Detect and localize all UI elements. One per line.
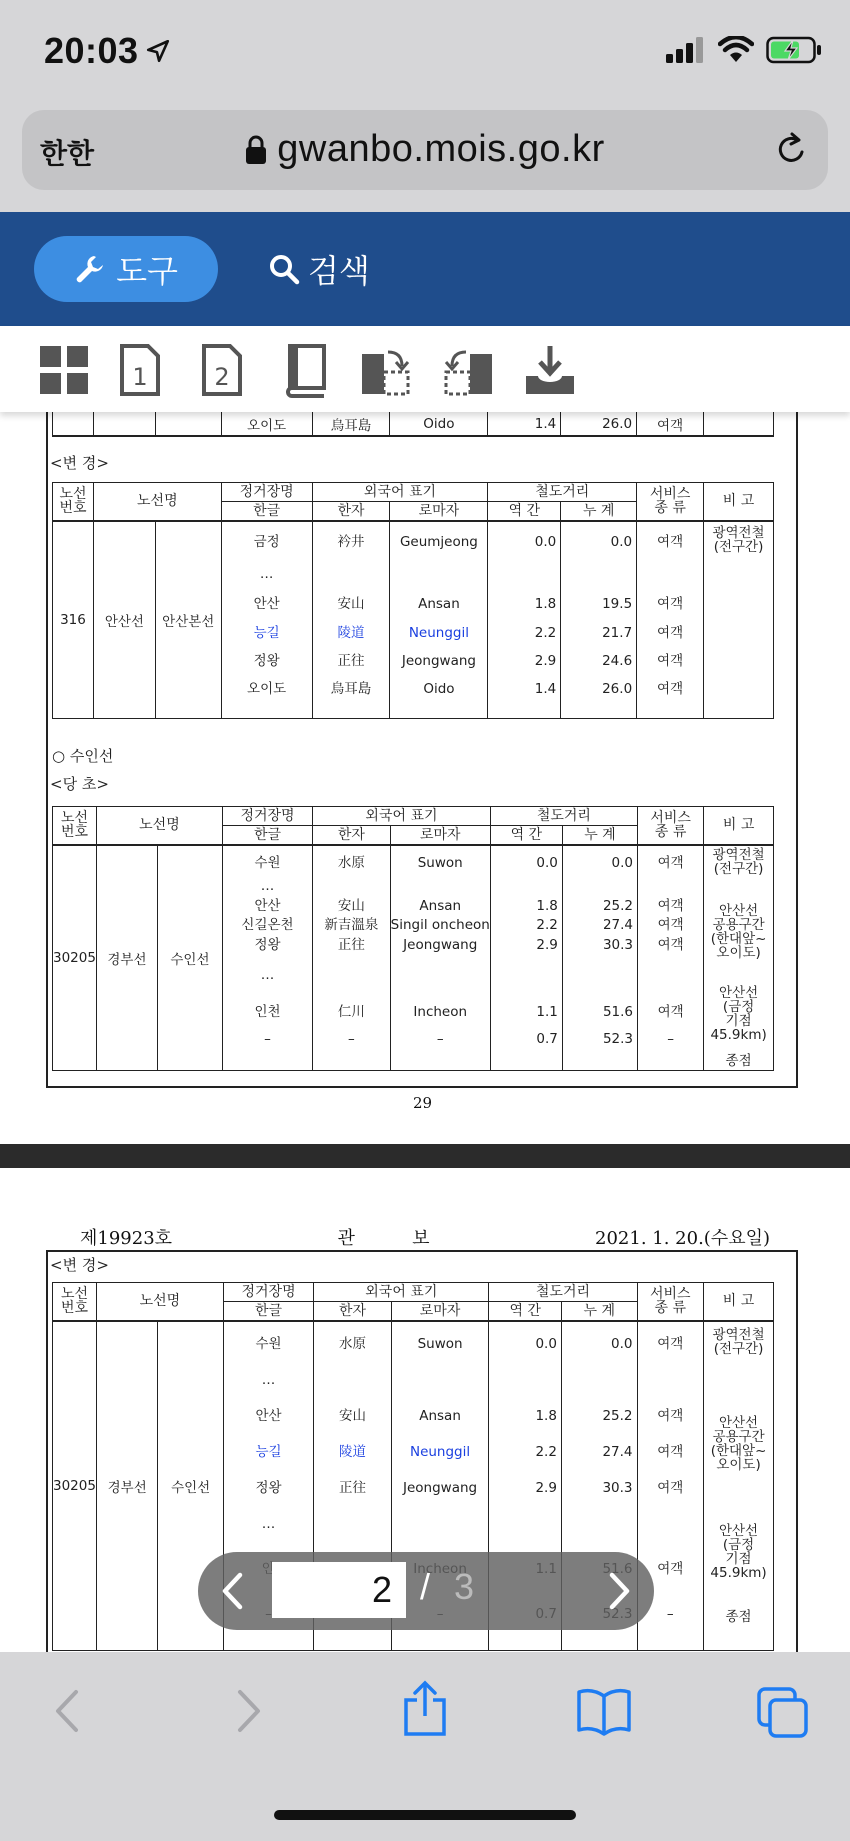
station-cell-interval: 1.1 — [536, 1003, 558, 1020]
line-subname: 수인선 — [157, 845, 222, 1071]
gazette-header — [80, 1224, 770, 1250]
station-cell-hanja — [313, 956, 390, 994]
station-cell-interval: 2.2 — [535, 1443, 557, 1460]
header-interval: 역 간 — [489, 1302, 562, 1321]
station-cell-hanja: 正往 — [337, 936, 365, 953]
station-cell-roman: Geumjeong — [399, 533, 478, 550]
search-icon — [268, 253, 300, 285]
station-cell-cumulative: 25.2 — [602, 1407, 633, 1424]
station-cell-cumulative: 19.5 — [602, 595, 633, 612]
cellular-signal-icon — [666, 37, 706, 63]
station-cell-roman: Incheon — [413, 1003, 468, 1020]
station-cell-name: 정왕 — [254, 936, 281, 953]
two-page-icon[interactable] — [194, 342, 250, 398]
page-navigator — [198, 1552, 654, 1630]
station-cell-roman — [391, 876, 490, 896]
header-cumulative: 누 계 — [561, 1302, 637, 1321]
line-name: 경부선 — [96, 1321, 157, 1651]
station-cell-name: 정왕 — [255, 1479, 282, 1496]
station-cell-interval: 1.8 — [534, 595, 557, 612]
page-tools-bar — [0, 326, 850, 412]
station-cell-roman: Suwon — [417, 1335, 463, 1352]
original-label: <당 초> — [50, 775, 109, 793]
remark-3: 안산선 (금정 기점 45.9km) — [710, 984, 767, 1043]
station-cell-service: 여객 — [657, 595, 684, 612]
reload-icon[interactable] — [772, 130, 810, 170]
address-bar[interactable] — [22, 110, 828, 190]
lock-icon — [245, 135, 267, 165]
header-cumulative: 누 계 — [561, 502, 637, 521]
col-interval — [490, 845, 562, 1071]
station-cell-name: … — [261, 1515, 276, 1532]
station-cell-cumulative: 0.0 — [610, 533, 633, 550]
remark-1: 광역전철 (전구간) — [712, 846, 765, 877]
col-roman — [390, 521, 488, 719]
section-title-suin: ○ 수인선 — [52, 747, 114, 765]
station-cell-service: – — [666, 1605, 674, 1622]
station-cell-name: 수원 — [254, 854, 281, 871]
total-pages: 3 — [454, 1566, 475, 1607]
thumbnail-grid-icon[interactable] — [36, 342, 92, 398]
station-cell-roman: Ansan — [419, 897, 462, 914]
header-interval: 역 간 — [488, 502, 561, 521]
station-cell-hanja: 正往 — [338, 1479, 366, 1496]
station-cell-hanja: – — [348, 1030, 355, 1047]
station-roman: Oido — [390, 412, 488, 436]
header-foreign: 외국어 표기 — [312, 483, 488, 502]
line-subname: 안산본선 — [155, 521, 221, 719]
station-cell-cumulative — [562, 1506, 633, 1542]
station-cell-service: 여객 — [657, 1479, 684, 1496]
station-cell-interval: 0.0 — [534, 533, 557, 550]
station-cell-interval: 2.9 — [535, 1479, 557, 1496]
col-interval — [488, 521, 561, 719]
search-button[interactable] — [268, 236, 370, 302]
station-cell-name: … — [259, 565, 274, 582]
station-cell-hanja — [314, 1506, 390, 1542]
issue-number: 제19923호 — [80, 1228, 173, 1249]
header-line-no: 노선 번호 — [53, 483, 94, 521]
page-number: 29 — [413, 1094, 433, 1112]
remark-4: 종점 — [725, 1608, 752, 1625]
col-service — [638, 845, 704, 1071]
wrench-icon — [74, 253, 106, 285]
single-page-icon[interactable] — [112, 342, 168, 398]
tabs-icon[interactable] — [756, 1686, 810, 1738]
issue-date: 2021. 1. 20.(수요일) — [595, 1228, 770, 1249]
station-cell-interval — [489, 1506, 557, 1542]
station-cell-interval: 0.0 — [535, 1335, 557, 1352]
header-hanja: 한자 — [314, 1302, 391, 1321]
header-hangul: 한글 — [223, 1302, 313, 1321]
station-cell-name: 안산 — [254, 897, 281, 914]
station-cell-service: 여객 — [657, 916, 684, 933]
header-service: 서비스 종 류 — [637, 483, 704, 521]
station-cell-roman: Jeongwang — [403, 936, 478, 953]
station-cell-roman: Suwon — [417, 854, 463, 871]
station-cell-cumulative: 0.0 — [611, 854, 634, 871]
station-cell-hanja: 安山 — [338, 1407, 366, 1424]
station-cell-service: 여객 — [657, 897, 684, 914]
station-cell-interval: 2.9 — [534, 652, 557, 669]
wifi-icon — [718, 36, 754, 64]
station-cell-name: 인천 — [254, 1003, 281, 1020]
station-cell-hanja — [314, 1362, 390, 1398]
gazette-title: 관 보 — [337, 1228, 430, 1249]
station-cell-interval: 1.4 — [534, 680, 557, 697]
header-station-name: 정거장명 — [223, 1283, 313, 1302]
station-cell-interval — [491, 876, 558, 896]
remark-4: 종점 — [725, 1052, 752, 1069]
station-cell-name: … — [260, 877, 275, 894]
remark-column — [704, 845, 774, 1071]
book-icon[interactable] — [276, 342, 332, 398]
station-cell-cumulative — [561, 559, 632, 589]
location-arrow-icon — [145, 38, 171, 64]
station-cell-service: 여객 — [657, 936, 684, 953]
header-line-no: 노선 번호 — [53, 807, 97, 845]
station-cell-cumulative: 25.2 — [602, 897, 634, 914]
station-cell-name: 능길 — [253, 624, 280, 641]
battery-charging-icon — [766, 36, 822, 64]
header-remark: 비 고 — [704, 483, 774, 521]
route-table-suin-original — [52, 806, 774, 1071]
col-roman — [390, 845, 490, 1071]
browser-bottom-bar — [0, 1652, 850, 1841]
line-name: 안산선 — [93, 521, 155, 719]
header-line-name: 노선명 — [96, 807, 222, 845]
station-cell-name: … — [261, 1371, 276, 1388]
station-cell-interval: 2.9 — [536, 936, 558, 953]
station-cell-service: 여객 — [657, 652, 684, 669]
header-interval: 역 간 — [490, 826, 562, 845]
station-cell-cumulative: 30.3 — [602, 1479, 633, 1496]
station-cell-cumulative: 51.6 — [602, 1003, 634, 1020]
station-cell-interval: 1.8 — [535, 1407, 557, 1424]
previous-table-tail — [52, 412, 774, 437]
station-cell-roman: Jeongwang — [403, 1479, 478, 1496]
header-station-name: 정거장명 — [221, 483, 312, 502]
station-cell-service: 여객 — [657, 1335, 684, 1352]
station-cell-name: 신길온천 — [241, 916, 294, 933]
rotate-left-icon[interactable] — [440, 342, 496, 398]
station-cell-service — [638, 876, 703, 896]
station-cell-service: 여객 — [657, 1560, 684, 1577]
col-hangul — [222, 845, 312, 1071]
reader-text-size-button[interactable]: 한한 — [40, 137, 95, 170]
station-hangul: 오이도 — [221, 412, 312, 436]
station-cell-interval: 0.7 — [536, 1030, 558, 1047]
station-cell-service: 여객 — [657, 1003, 684, 1020]
station-cell-service: 여객 — [657, 624, 684, 641]
change-label: <변 경> — [50, 1256, 109, 1274]
station-cell-roman — [390, 559, 487, 589]
station-cell-cumulative: 27.4 — [602, 916, 634, 933]
col-service — [637, 521, 704, 719]
station-cell-service — [638, 1506, 704, 1542]
station-cell-hanja: 水原 — [338, 1335, 366, 1352]
station-cell-cumulative: 21.7 — [602, 624, 633, 641]
tools-button[interactable] — [34, 236, 218, 302]
station-cell-hanja: 安山 — [337, 897, 365, 914]
header-hangul: 한글 — [222, 826, 312, 845]
station-cell-interval: 0.0 — [536, 854, 558, 871]
line-number: 316 — [53, 521, 94, 719]
station-hanja: 烏耳島 — [312, 412, 390, 436]
remark-1: 광역전철 (전구간) — [712, 1326, 765, 1357]
previous-page-icon[interactable] — [220, 1572, 244, 1610]
station-cell-cumulative: 52.3 — [602, 1030, 634, 1047]
station-cell-service — [638, 956, 703, 994]
next-page-icon[interactable] — [608, 1572, 632, 1610]
station-cell-interval: 2.2 — [534, 624, 557, 641]
remark-column — [704, 1321, 774, 1651]
station-cell-hanja: 安山 — [337, 595, 365, 612]
header-hanja: 한자 — [313, 826, 391, 845]
col-cumulative — [562, 845, 637, 1071]
station-cell-name: … — [260, 966, 275, 983]
station-cell-cumulative: 24.6 — [602, 652, 633, 669]
page-separator-slash: / — [420, 1566, 431, 1607]
station-cell-service: 여객 — [657, 1443, 684, 1460]
header-remark: 비 고 — [704, 1283, 774, 1321]
header-line-name: 노선명 — [96, 1283, 223, 1321]
station-cell-hanja: 衿井 — [337, 533, 365, 550]
header-cumulative: 누 계 — [562, 826, 637, 845]
viewer-toolbar — [0, 212, 850, 326]
remark-3: 안산선 (금정 기점 45.9km) — [710, 1522, 767, 1581]
service-type: 여객 — [637, 412, 704, 436]
svg-text:2: 2 — [214, 363, 230, 391]
station-cell-service: – — [667, 1030, 674, 1047]
col-cumulative — [561, 521, 637, 719]
station-cell-roman: Oido — [423, 680, 455, 697]
header-roman: 로마자 — [390, 826, 490, 845]
station-cell-service — [637, 559, 703, 589]
station-cell-interval: 2.2 — [536, 916, 558, 933]
station-cell-hanja: 烏耳島 — [330, 680, 372, 697]
route-table-ansan — [52, 482, 774, 719]
station-cell-name: 금정 — [253, 533, 280, 550]
station-cell-name: 정왕 — [253, 652, 280, 669]
remark-2: 안산선 공용구간 (한대앞~ 오이도) — [710, 1414, 767, 1473]
station-cell-cumulative: 0.0 — [611, 1335, 633, 1352]
header-distance: 철도거리 — [489, 1283, 637, 1302]
download-icon[interactable] — [522, 342, 578, 398]
forward-icon[interactable] — [232, 1686, 266, 1736]
header-distance: 철도거리 — [488, 483, 637, 502]
search-label: 검색 — [308, 252, 370, 290]
station-cell-service: 여객 — [657, 533, 684, 550]
station-cell-service: 여객 — [657, 680, 684, 697]
station-cell-hanja: 水原 — [337, 854, 365, 871]
station-cell-name: 수원 — [255, 1335, 282, 1352]
remark-2: 안산선 공용구간 (한대앞~ 오이도) — [710, 902, 767, 961]
rotate-right-icon[interactable] — [358, 342, 414, 398]
share-icon[interactable] — [400, 1680, 450, 1738]
station-cell-hanja: 陵道 — [337, 624, 365, 641]
status-bar — [0, 0, 850, 104]
station-cell-interval — [489, 1362, 557, 1398]
station-cell-hanja: 新吉溫泉 — [324, 916, 379, 933]
url-text[interactable]: gwanbo.mois.go.kr — [277, 128, 605, 170]
header-service: 서비스 종 류 — [637, 1283, 704, 1321]
header-station-name: 정거장명 — [222, 807, 312, 826]
station-cell-name: 오이도 — [247, 680, 287, 697]
station-cell-cumulative: 26.0 — [602, 680, 633, 697]
header-roman: 로마자 — [390, 502, 488, 521]
remark-1: 광역전철 (전구간) — [704, 521, 774, 719]
line-subname: 수인선 — [158, 1321, 223, 1651]
station-cell-interval — [488, 559, 556, 589]
station-cell-roman: Ansan — [419, 1407, 461, 1424]
line-number: 30205 — [53, 845, 97, 1071]
header-foreign: 외국어 표기 — [313, 807, 491, 826]
station-cell-cumulative: 30.3 — [602, 936, 634, 953]
header-hanja: 한자 — [312, 502, 390, 521]
line-name: 경부선 — [96, 845, 157, 1071]
station-cell-roman — [392, 1362, 489, 1398]
station-cell-name: 능길 — [255, 1443, 282, 1460]
home-indicator — [274, 1810, 576, 1820]
header-line-no: 노선 번호 — [53, 1283, 97, 1321]
station-cell-roman — [392, 1506, 489, 1542]
station-cell-roman: – — [436, 1030, 444, 1047]
station-cell-roman: Jeongwang — [401, 652, 476, 669]
station-cell-roman: Ansan — [418, 595, 460, 612]
header-foreign: 외국어 표기 — [314, 1283, 489, 1302]
station-cell-roman — [391, 956, 490, 994]
document-viewer[interactable] — [0, 412, 850, 1652]
station-cell-service — [638, 1362, 704, 1398]
station-cell-cumulative — [563, 956, 633, 994]
station-cell-hanja — [313, 876, 390, 896]
line-number: 30205 — [53, 1321, 97, 1651]
station-cell-hanja: 仁川 — [337, 1003, 365, 1020]
station-cell-hanja: 陵道 — [338, 1443, 366, 1460]
back-icon[interactable] — [50, 1686, 84, 1736]
col-hangul — [221, 521, 312, 719]
cumulative-km: 26.0 — [561, 412, 637, 436]
interval-km: 1.4 — [488, 412, 561, 436]
station-cell-cumulative — [563, 876, 633, 896]
station-cell-name: – — [264, 1030, 271, 1047]
bookmarks-icon[interactable] — [576, 1686, 632, 1736]
header-roman: 로마자 — [391, 1302, 489, 1321]
station-cell-name: 안산 — [253, 595, 280, 612]
svg-text:1: 1 — [132, 363, 148, 391]
station-cell-roman: Neunggil — [409, 1443, 471, 1460]
change-label: <변 경> — [50, 454, 109, 472]
col-hanja — [312, 521, 390, 719]
tools-label: 도구 — [116, 252, 178, 290]
station-cell-cumulative: 27.4 — [602, 1443, 633, 1460]
station-cell-roman: Neunggil — [408, 624, 469, 641]
status-time: 20:03 — [44, 30, 139, 71]
page-separator — [0, 1144, 850, 1168]
station-cell-interval: 1.8 — [536, 897, 558, 914]
page-number-input[interactable]: 2 — [272, 1562, 406, 1618]
col-hanja — [313, 845, 391, 1071]
station-cell-cumulative — [562, 1362, 633, 1398]
header-distance: 철도거리 — [490, 807, 637, 826]
station-cell-roman: Singil oncheon — [390, 916, 490, 933]
header-hangul: 한글 — [221, 502, 312, 521]
station-cell-hanja — [313, 559, 390, 589]
header-line-name: 노선명 — [93, 483, 221, 521]
document-page-29 — [0, 412, 850, 1144]
station-cell-interval — [491, 956, 558, 994]
station-cell-name: 안산 — [255, 1407, 282, 1424]
station-cell-service: 여객 — [657, 854, 684, 871]
header-service: 서비스 종 류 — [638, 807, 704, 845]
station-cell-hanja: 正往 — [337, 652, 365, 669]
station-cell-service: 여객 — [657, 1407, 684, 1424]
header-remark: 비 고 — [704, 807, 774, 845]
